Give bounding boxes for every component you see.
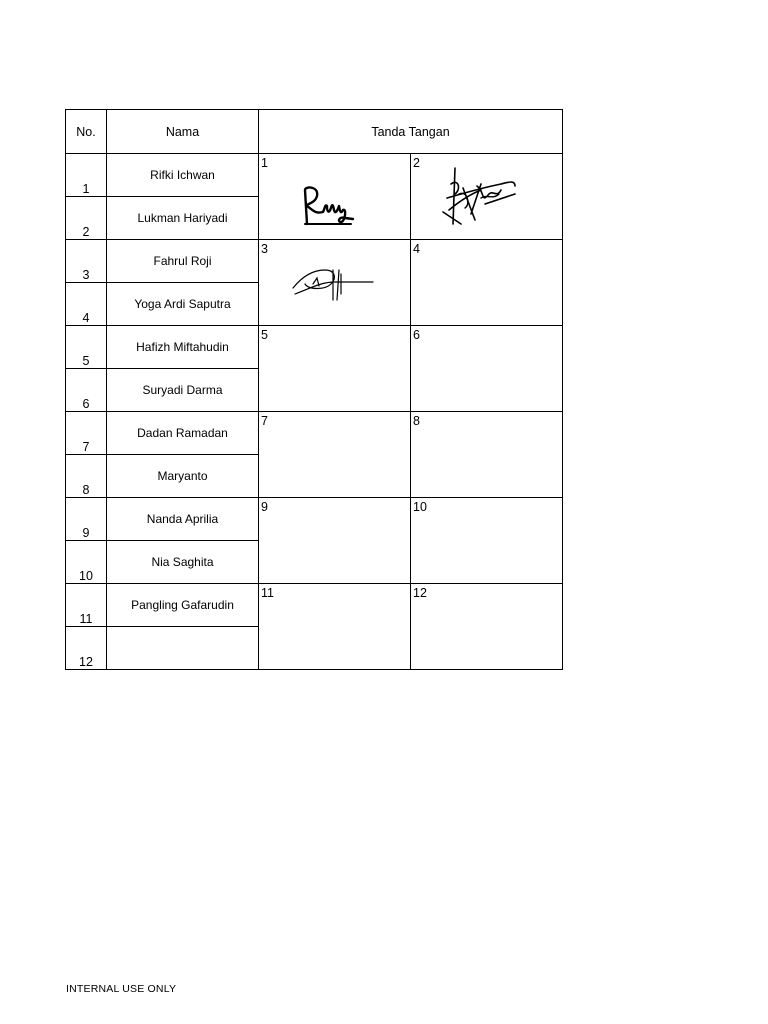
row-name: Fahrul Roji — [107, 240, 259, 283]
signature-cell-12 — [411, 584, 563, 670]
signature-cell-4 — [411, 240, 563, 326]
row-name: Nia Saghita — [107, 541, 259, 584]
signature-cell-3 — [259, 240, 411, 326]
row-number: 11 — [66, 584, 107, 627]
signature-cell-6 — [411, 326, 563, 412]
row-number: 9 — [66, 498, 107, 541]
footer-classification: INTERNAL USE ONLY — [66, 983, 177, 995]
signature-number: 10 — [413, 500, 427, 514]
header-tanda-tangan: Tanda Tangan — [259, 110, 563, 154]
signature-number: 5 — [261, 328, 268, 342]
signature-image-3 — [291, 264, 381, 304]
table-header-row — [66, 110, 563, 154]
signature-cell-10 — [411, 498, 563, 584]
signature-number: 8 — [413, 414, 420, 428]
row-name: Suryadi Darma — [107, 369, 259, 412]
row-number: 4 — [66, 283, 107, 326]
table-row — [66, 498, 563, 541]
row-name: Nanda Aprilia — [107, 498, 259, 541]
signature-cell-8 — [411, 412, 563, 498]
header-nama: Nama — [107, 110, 259, 154]
signature-number: 7 — [261, 414, 268, 428]
table-row — [66, 412, 563, 455]
row-number: 12 — [66, 627, 107, 670]
row-name: Maryanto — [107, 455, 259, 498]
signature-number: 2 — [413, 156, 420, 170]
header-no: No. — [66, 110, 107, 154]
signature-cell-7 — [259, 412, 411, 498]
signature-number: 3 — [261, 242, 268, 256]
row-number: 3 — [66, 240, 107, 283]
row-name — [107, 627, 259, 670]
row-number: 2 — [66, 197, 107, 240]
row-number: 6 — [66, 369, 107, 412]
row-number: 5 — [66, 326, 107, 369]
row-name: Yoga Ardi Saputra — [107, 283, 259, 326]
signature-image-1 — [299, 182, 359, 230]
signature-cell-11 — [259, 584, 411, 670]
row-number: 8 — [66, 455, 107, 498]
table-row — [66, 326, 563, 369]
table-row — [66, 240, 563, 283]
signature-number: 9 — [261, 500, 268, 514]
signature-number: 6 — [413, 328, 420, 342]
table-row — [66, 584, 563, 627]
signature-number: 1 — [261, 156, 268, 170]
signature-cell-1 — [259, 154, 411, 240]
row-name: Pangling Gafarudin — [107, 584, 259, 627]
row-name: Lukman Hariyadi — [107, 197, 259, 240]
row-number: 7 — [66, 412, 107, 455]
table-row — [66, 154, 563, 197]
signature-image-2 — [441, 164, 521, 230]
row-name: Dadan Ramadan — [107, 412, 259, 455]
signature-number: 12 — [413, 586, 427, 600]
row-name: Rifki Ichwan — [107, 154, 259, 197]
row-number: 10 — [66, 541, 107, 584]
signature-cell-2 — [411, 154, 563, 240]
row-number: 1 — [66, 154, 107, 197]
signature-number: 4 — [413, 242, 420, 256]
row-name: Hafizh Miftahudin — [107, 326, 259, 369]
signature-cell-5 — [259, 326, 411, 412]
signature-number: 11 — [261, 586, 274, 600]
signature-cell-9 — [259, 498, 411, 584]
attendance-table — [65, 109, 563, 670]
